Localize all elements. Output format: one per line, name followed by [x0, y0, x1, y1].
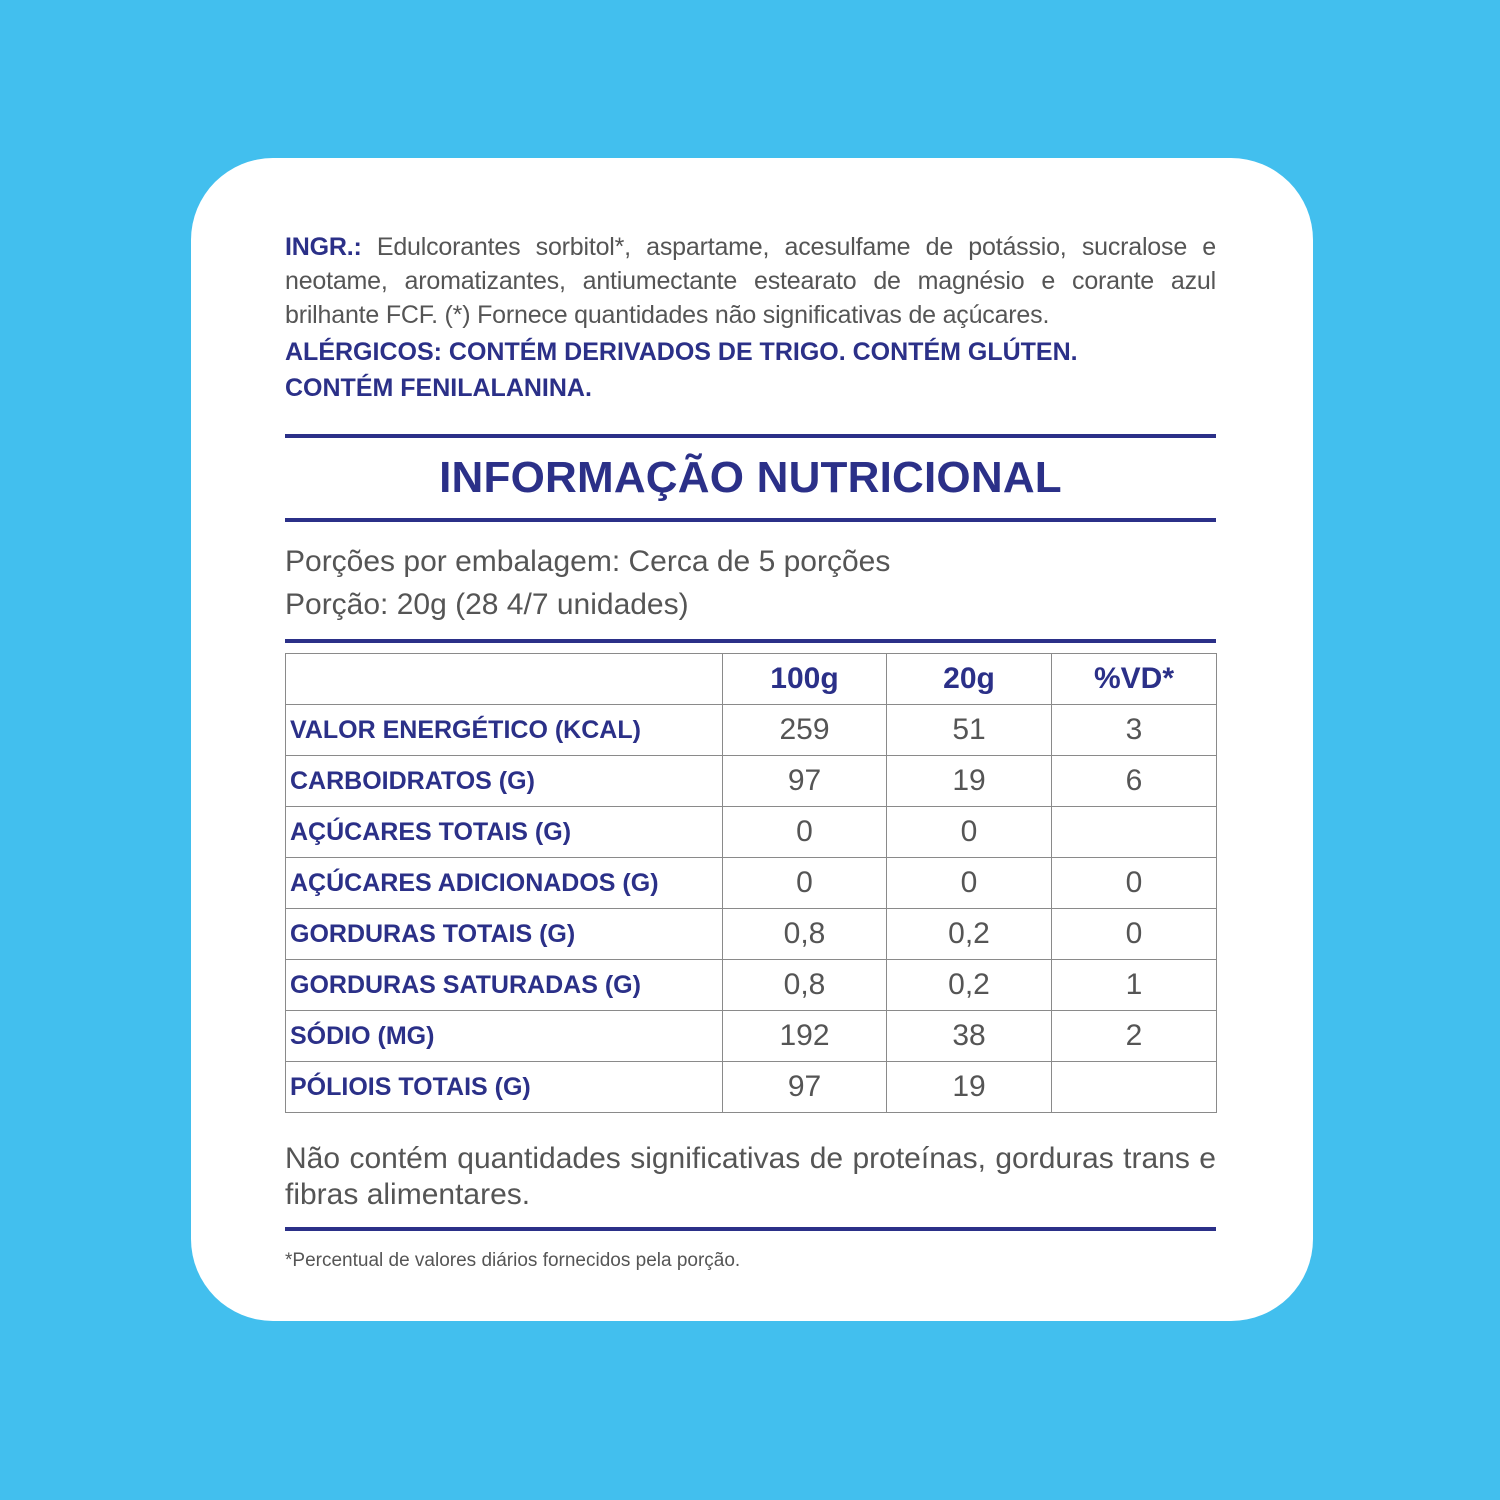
allergens-warning [285, 334, 1216, 406]
allergens-line-2: CONTÉM FENILALANINA. [285, 374, 592, 402]
value-20g: 0 [887, 807, 1052, 858]
label-content [285, 230, 1216, 1272]
value-20g: 0,2 [887, 909, 1052, 960]
value-20g: 19 [887, 756, 1052, 807]
value-daily-percent: 2 [1052, 1011, 1217, 1062]
nutrient-name: GORDURAS SATURADAS (G) [286, 960, 723, 1011]
value-100g: 97 [723, 756, 887, 807]
column-header-nutrient [286, 654, 723, 705]
servings-per-package: Porções por embalagem: Cerca de 5 porções [285, 545, 891, 578]
page-title: INFORMAÇÃO NUTRICIONAL [439, 453, 1062, 502]
divider-serving [285, 639, 1216, 643]
daily-value-footnote: *Percentual de valores diários fornecidos pela porção. [285, 1250, 741, 1271]
value-20g: 0,2 [887, 960, 1052, 1011]
table-row [286, 909, 1217, 960]
value-100g: 0,8 [723, 960, 887, 1011]
allergens-line-1: ALÉRGICOS: CONTÉM DERIVADOS DE TRIGO. CONTÉM GLÚTEN. [285, 338, 1078, 366]
value-20g: 51 [887, 705, 1052, 756]
table-row [286, 960, 1217, 1011]
ingredients-text: Edulcorantes sorbitol*, aspartame, acesulfame de potássio, sucralose e neotame, aromatizantes, antiumectante estearato de magnésio e corante azul brilhante FCF. (*) Fornece quantidades não significativas de açúcares. [285, 233, 1216, 329]
value-100g: 97 [723, 1062, 887, 1113]
value-daily-percent: 0 [1052, 858, 1217, 909]
nutrient-name: PÓLIOIS TOTAIS (G) [286, 1062, 723, 1113]
nutrient-name: GORDURAS TOTAIS (G) [286, 909, 723, 960]
not-significant-note: Não contém quantidades significativas de proteínas, gorduras trans e fibras alimentares. [285, 1142, 1216, 1211]
value-daily-percent [1052, 807, 1217, 858]
table-row [286, 858, 1217, 909]
table-row [286, 705, 1217, 756]
column-header-20g: 20g [887, 654, 1052, 705]
column-header-100g: 100g [723, 654, 887, 705]
divider-bottom [285, 1227, 1216, 1231]
serving-info [285, 540, 1216, 626]
value-daily-percent: 3 [1052, 705, 1217, 756]
column-header-daily-value: %VD* [1052, 654, 1217, 705]
value-100g: 192 [723, 1011, 887, 1062]
nutrient-name: CARBOIDRATOS (G) [286, 756, 723, 807]
nutrient-name: VALOR ENERGÉTICO (KCAL) [286, 705, 723, 756]
nutrition-table [285, 653, 1217, 1113]
value-20g: 19 [887, 1062, 1052, 1113]
table-row [286, 1011, 1217, 1062]
nutrient-name: AÇÚCARES TOTAIS (G) [286, 807, 723, 858]
value-20g: 0 [887, 858, 1052, 909]
table-row [286, 807, 1217, 858]
value-daily-percent: 1 [1052, 960, 1217, 1011]
ingredients-paragraph [285, 230, 1216, 332]
value-100g: 0 [723, 858, 887, 909]
value-daily-percent: 6 [1052, 756, 1217, 807]
value-20g: 38 [887, 1011, 1052, 1062]
nutrient-name: SÓDIO (MG) [286, 1011, 723, 1062]
serving-size: Porção: 20g (28 4/7 unidades) [285, 588, 689, 621]
value-daily-percent [1052, 1062, 1217, 1113]
table-row [286, 756, 1217, 807]
value-100g: 259 [723, 705, 887, 756]
divider-title [285, 518, 1216, 522]
table-row [286, 1062, 1217, 1113]
ingredients-label: INGR.: [285, 233, 362, 261]
nutrition-label-card [191, 158, 1313, 1321]
value-100g: 0,8 [723, 909, 887, 960]
nutrient-name: AÇÚCARES ADICIONADOS (G) [286, 858, 723, 909]
value-100g: 0 [723, 807, 887, 858]
table-header-row [286, 654, 1217, 705]
value-daily-percent: 0 [1052, 909, 1217, 960]
